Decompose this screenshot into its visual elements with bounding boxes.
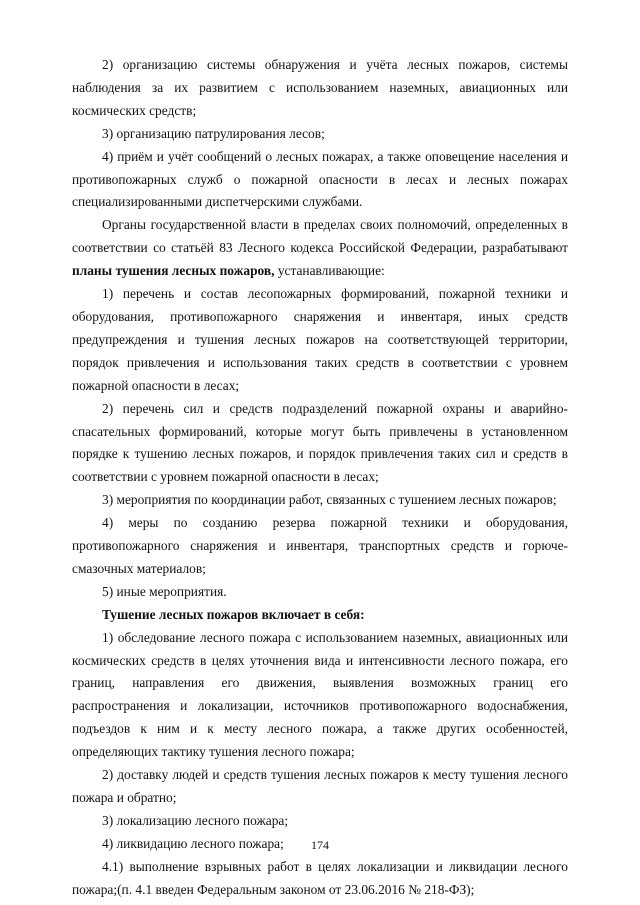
bold-text: Тушение лесных пожаров включает в себя: (102, 606, 365, 622)
paragraph (72, 54, 568, 123)
text-run: 1) перечень и состав лесопожарных формирований, пожарной техники и оборудования, противопожарного снаряжения и инвентаря, иных средств предупреждения и тушения лесных пожаров на соответствующей территории, порядок привлечения и использования таких средств в соответствии с уровнем пожарной опасности в лесах; (72, 286, 568, 393)
text-run: 3) локализацию лесного пожара; (102, 812, 289, 828)
text-run: 4) ликвидацию лесного пожара; (102, 835, 284, 851)
text-run: 5) иные мероприятия. (102, 583, 227, 599)
paragraph (72, 627, 568, 764)
text-run: 3) мероприятия по координации работ, связанных с тушением лесных пожаров; (102, 492, 557, 508)
paragraph (72, 398, 568, 490)
paragraph (72, 764, 568, 810)
paragraph (72, 581, 568, 604)
paragraph (72, 604, 568, 627)
text-run: 2) организацию системы обнаружения и учёта лесных пожаров, системы наблюдения за их развитием с использованием наземных, авиационных или космических средств; (72, 57, 568, 118)
bold-text: планы тушения лесных пожаров, (72, 263, 275, 279)
text-run: 2) доставку людей и средств тушения лесных пожаров к месту тушения лесного пожара и обратно; (72, 767, 568, 805)
text-run: 2) перечень сил и средств подразделений пожарной охраны и аварийно-спасательных формирований, которые могут быть привлечены в установленном порядке к тушению лесных пожаров, и порядок привлечения таких сил и средств в соответствии с уровнем пожарной опасности в лесах; (72, 400, 568, 485)
paragraph (72, 856, 568, 902)
paragraph (72, 214, 568, 283)
paragraph (72, 489, 568, 512)
text-run: 3) организацию патрулирования лесов; (102, 125, 325, 141)
page-number: 174 (311, 838, 329, 852)
paragraph (72, 123, 568, 146)
paragraph (72, 810, 568, 833)
text-run: 4) приём и учёт сообщений о лесных пожарах, а также оповещение населения и противопожарных служб о пожарной опасности в лесах и лесных пожарах специализированными диспетчерскими службами. (72, 148, 568, 210)
paragraph (72, 283, 568, 398)
text-run: 4.1) выполнение взрывных работ в целях локализации и ликвидации лесного пожара;(п. 4.1 введен Федеральным законом от 23.06.2016 № 218-ФЗ); (72, 858, 568, 897)
paragraph (72, 146, 568, 215)
text-run: 4) меры по созданию резерва пожарной техники и оборудования, противопожарного снаряжения и инвентаря, транспортных средств и горюче-смазочных материалов; (72, 515, 568, 576)
text-run: устанавливающие: (274, 263, 385, 279)
text-run: Органы государственной власти в пределах своих полномочий, определенных в соответствии со статьёй 83 Лесного кодекса Российской Федерации, разрабатывают (72, 217, 568, 256)
document-body (72, 54, 568, 902)
paragraph (72, 512, 568, 581)
text-run: 1) обследование лесного пожара с использованием наземных, авиационных или космических средств в целях уточнения вида и интенсивности лесного пожара, его границ, направления его движения, выявления возможных границ его распространения и локализации, источников противопожарного водоснабжения, подъездов к ним и к месту лесного пожара, а также других особенностей, определяющих тактику тушения лесного пожара; (72, 629, 568, 760)
